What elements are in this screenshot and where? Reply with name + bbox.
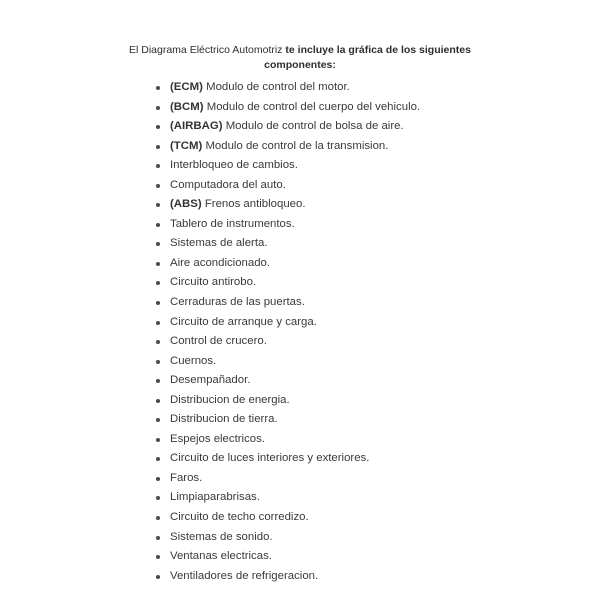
list-item <box>156 567 420 587</box>
list-item <box>156 410 420 430</box>
bullet-icon <box>156 379 160 383</box>
item-text: Sistemas de alerta. <box>170 237 268 250</box>
intro-bold-text-line2: componentes: <box>264 59 336 71</box>
item-text: Circuito de luces interiores y exteriores. <box>170 452 370 465</box>
list-item <box>156 293 420 313</box>
item-text: Distribucion de energia. <box>170 393 290 406</box>
item-text: Modulo de control de la transmision. <box>205 139 389 152</box>
bullet-icon <box>156 418 160 422</box>
bullet-icon <box>156 438 160 442</box>
item-text: Computadora del auto. <box>170 178 286 191</box>
bullet-icon <box>156 457 160 461</box>
bullet-icon <box>156 496 160 500</box>
item-text: Modulo de control del motor. <box>206 81 350 93</box>
list-item <box>156 547 420 567</box>
item-text: Circuito antirobo. <box>170 276 257 289</box>
list-item <box>156 528 420 548</box>
bullet-icon <box>156 184 160 188</box>
bullet-icon <box>156 242 160 246</box>
list-item <box>156 430 420 450</box>
component-list <box>156 78 420 586</box>
bullet-icon <box>156 555 160 559</box>
item-text: Circuito de arranque y carga. <box>170 315 317 328</box>
item-text: Sistemas de sonido. <box>170 530 273 543</box>
bullet-icon <box>156 281 160 285</box>
bullet-icon <box>156 360 160 364</box>
item-text: Cerraduras de las puertas. <box>170 296 305 309</box>
bullet-icon <box>156 516 160 520</box>
list-item <box>156 488 420 508</box>
item-text: Frenos antibloqueo. <box>204 198 306 211</box>
item-text: Aire acondicionado. <box>170 256 271 269</box>
item-text: Control de crucero. <box>170 335 267 348</box>
item-text: Modulo de control de bolsa de aire. <box>225 120 404 133</box>
list-item <box>156 332 420 352</box>
bullet-icon <box>156 477 160 481</box>
item-text: Ventiladores de refrigeracion. <box>170 569 319 582</box>
item-code: (TCM) <box>170 139 203 152</box>
item-text: Ventanas electricas. <box>170 550 272 563</box>
list-item <box>156 78 420 98</box>
item-code: (BCM) <box>170 100 204 113</box>
item-text: Cuernos. <box>170 354 217 367</box>
list-item <box>156 254 420 274</box>
bullet-icon <box>156 223 160 227</box>
list-item <box>156 371 420 391</box>
bullet-icon <box>156 86 160 90</box>
intro-bold-text: te incluye la gráfica de los siguientes <box>285 44 471 56</box>
list-item <box>156 137 420 157</box>
bullet-icon <box>156 164 160 168</box>
list-item <box>156 156 420 176</box>
bullet-icon <box>156 321 160 325</box>
item-text: Faros. <box>170 471 203 484</box>
bullet-icon <box>156 203 160 207</box>
list-item <box>156 176 420 196</box>
bullet-icon <box>156 399 160 403</box>
item-text: Interbloqueo de cambios. <box>170 159 298 172</box>
list-item <box>156 469 420 489</box>
intro-paragraph <box>0 43 600 73</box>
list-item <box>156 391 420 411</box>
item-code: (AIRBAG) <box>170 120 223 133</box>
list-item <box>156 273 420 293</box>
list-item <box>156 195 420 215</box>
list-item <box>156 234 420 254</box>
bullet-icon <box>156 106 160 110</box>
item-text: Circuito de techo corredizo. <box>170 511 309 524</box>
bullet-icon <box>156 125 160 129</box>
list-item <box>156 98 420 118</box>
list-item <box>156 508 420 528</box>
bullet-icon <box>156 536 160 540</box>
item-code: (ABS) <box>170 198 202 211</box>
list-item <box>156 449 420 469</box>
item-code: (ECM) <box>170 81 203 93</box>
bullet-icon <box>156 262 160 266</box>
item-text: Modulo de control del cuerpo del vehiculo. <box>206 100 421 113</box>
list-item <box>156 215 420 235</box>
bullet-icon <box>156 145 160 149</box>
intro-normal-text: El Diagrama Eléctrico Automotriz <box>129 44 283 56</box>
list-item <box>156 313 420 333</box>
list-item <box>156 117 420 137</box>
item-text: Desempañador. <box>170 374 251 387</box>
bullet-icon <box>156 340 160 344</box>
item-text: Limpiaparabrisas. <box>170 491 260 504</box>
item-text: Distribucion de tierra. <box>170 413 278 426</box>
item-text: Tablero de instrumentos. <box>170 217 295 230</box>
bullet-icon <box>156 301 160 305</box>
bullet-icon <box>156 575 160 579</box>
list-item <box>156 352 420 372</box>
item-text: Espejos electricos. <box>170 432 265 445</box>
